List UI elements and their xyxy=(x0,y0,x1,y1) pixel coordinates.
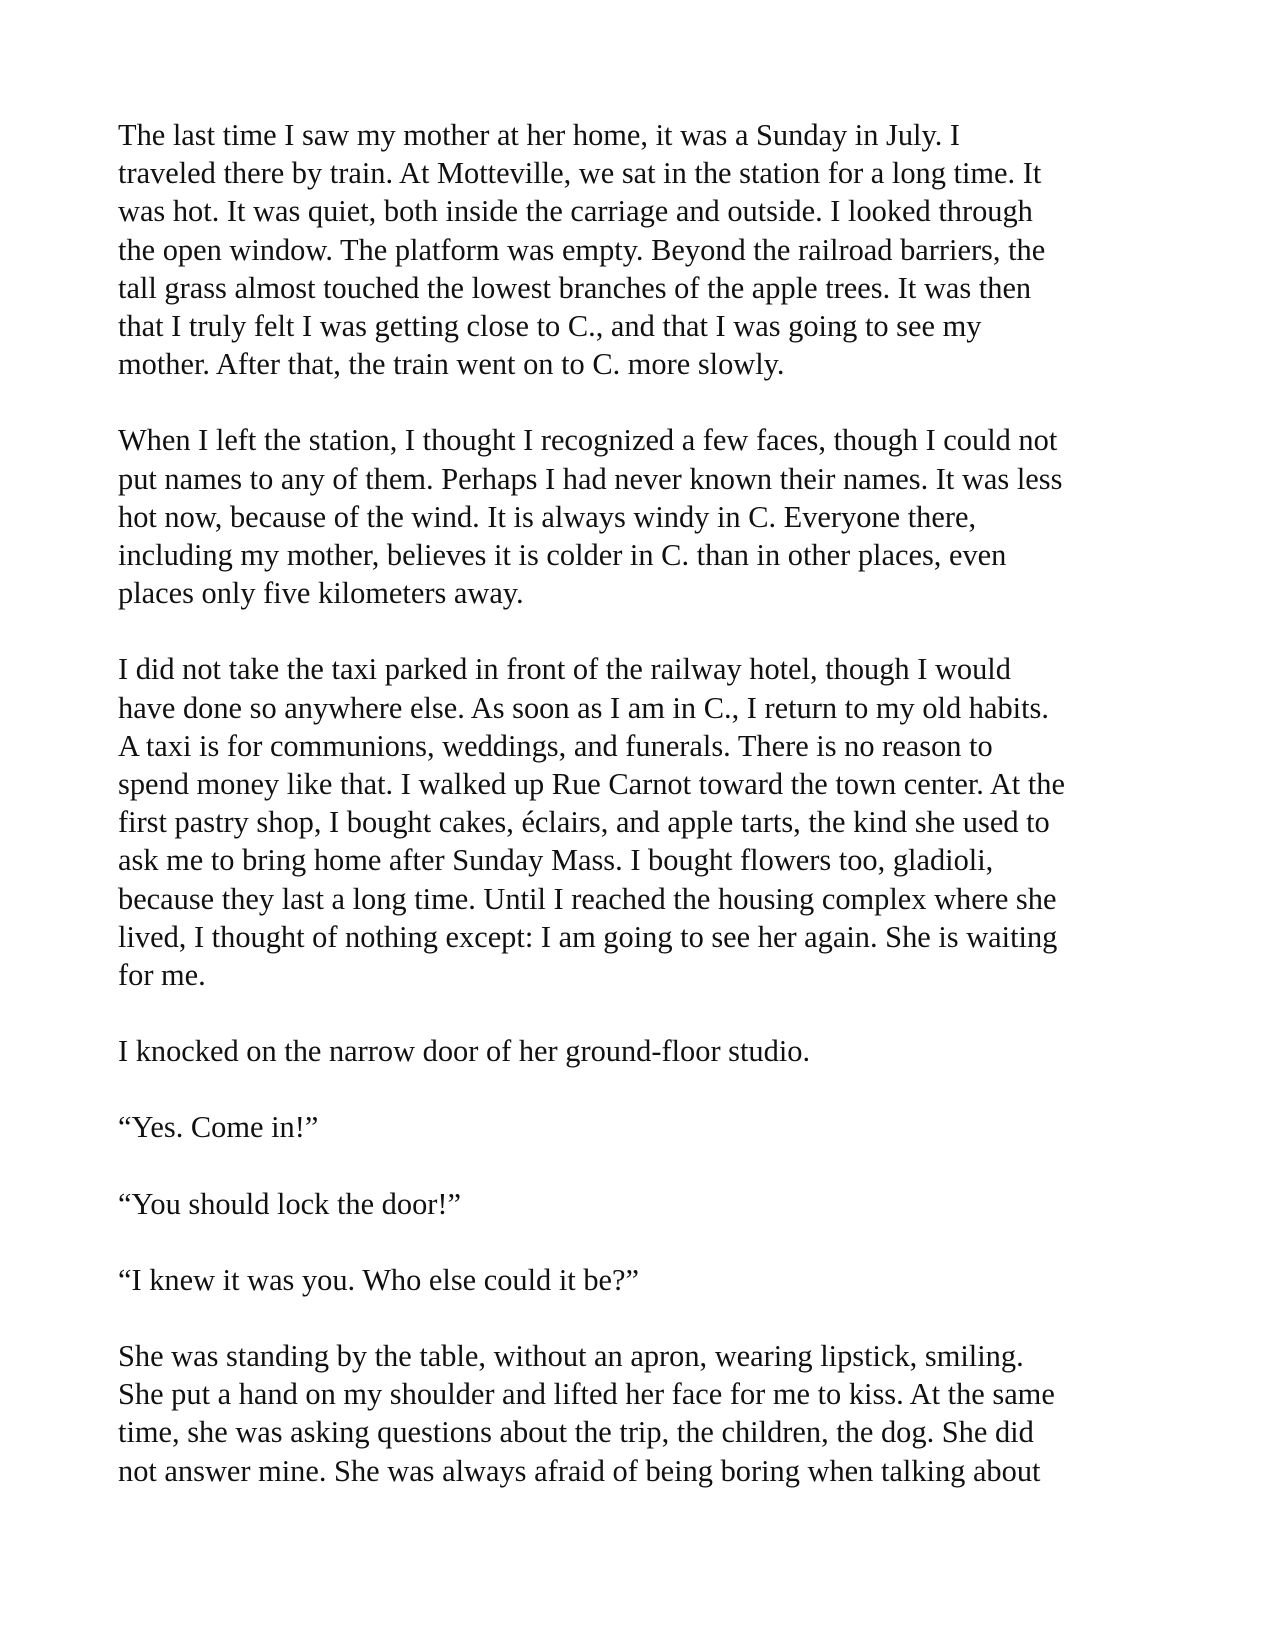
text-line: because they last a long time. Until I reached the housing complex where she xyxy=(118,881,1057,916)
text-line: have done so anywhere else. As soon as I am in C., I return to my old habits. xyxy=(118,690,1049,725)
text-line: time, she was asking questions about the trip, the children, the dog. She did xyxy=(118,1415,1034,1450)
text-line: lived, I thought of nothing except: I am going to see her again. She is waiting xyxy=(118,919,1058,954)
paragraph-walk-to-town xyxy=(118,650,1168,994)
text-line: She put a hand on my shoulder and lifted her face for me to kiss. At the same xyxy=(118,1377,1055,1412)
text-line: places only five kilometers away. xyxy=(118,576,524,611)
text-line: first pastry shop, I bought cakes, éclairs, and apple tarts, the kind she used to xyxy=(118,805,1050,840)
paragraph-knocking xyxy=(118,1032,1168,1070)
paragraph-dialogue-come-in xyxy=(118,1108,1168,1146)
text-line: I did not take the taxi parked in front of the railway hotel, though I would xyxy=(118,652,1011,687)
text-line: was hot. It was quiet, both inside the carriage and outside. I looked through xyxy=(118,194,1033,229)
text-line: put names to any of them. Perhaps I had never known their names. It was less xyxy=(118,461,1063,496)
text-line: ask me to bring home after Sunday Mass. I bought flowers too, gladioli, xyxy=(118,843,994,878)
text-line: “You should lock the door!” xyxy=(118,1186,461,1221)
paragraph-dialogue-lock-door xyxy=(118,1185,1168,1223)
text-line: “I knew it was you. Who else could it be?” xyxy=(118,1262,639,1297)
text-line: A taxi is for communions, weddings, and funerals. There is no reason to xyxy=(118,728,993,763)
text-line: for me. xyxy=(118,958,206,993)
text-line: “Yes. Come in!” xyxy=(118,1110,319,1145)
text-line: She was standing by the table, without an apron, wearing lipstick, smiling. xyxy=(118,1339,1024,1374)
text-line: tall grass almost touched the lowest branches of the apple trees. It was then xyxy=(118,270,1032,305)
text-line: I knocked on the narrow door of her ground-floor studio. xyxy=(118,1034,811,1069)
document-page xyxy=(118,116,1168,1528)
text-line: The last time I saw my mother at her home, it was a Sunday in July. I xyxy=(118,118,961,152)
text-line: mother. After that, the train went on to C. more slowly. xyxy=(118,347,785,382)
text-line: hot now, because of the wind. It is always windy in C. Everyone there, xyxy=(118,499,977,534)
text-line: that I truly felt I was getting close to C., and that I was going to see my xyxy=(118,309,982,344)
text-line: When I left the station, I thought I recognized a few faces, though I could not xyxy=(118,423,1058,458)
text-line: including my mother, believes it is colder in C. than in other places, even xyxy=(118,538,1007,573)
paragraph-leaving-station xyxy=(118,421,1168,612)
paragraph-greeting xyxy=(118,1337,1168,1490)
text-line: not answer mine. She was always afraid of being boring when talking about xyxy=(118,1453,1041,1488)
text-line: spend money like that. I walked up Rue Carnot toward the town center. At the xyxy=(118,767,1065,802)
text-line: traveled there by train. At Motteville, we sat in the station for a long time. It xyxy=(118,156,1042,191)
paragraph-dialogue-knew-it xyxy=(118,1261,1168,1299)
text-line: the open window. The platform was empty. Beyond the railroad barriers, the xyxy=(118,232,1046,267)
paragraph-arrival-by-train xyxy=(118,116,1168,383)
